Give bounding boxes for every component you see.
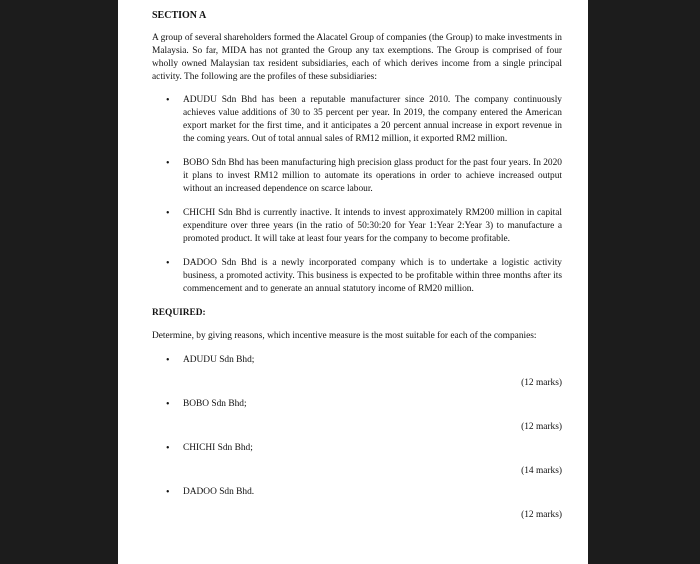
profile-item [152,207,562,246]
question-text: Determine, by giving reasons, which incentive measure is the most suitable for each of the companies: [152,331,537,341]
company-name: BOBO Sdn Bhd; [183,399,247,409]
profile-text: CHICHI Sdn Bhd is currently inactive. It intends to invest approximately RM200 million in capital expenditure over three years (in the ratio of 50:30:20 for Year 1:Year 2:Year 3) to manufacture a promoted product. It will take at least four years for the company to become profitable. [183,208,562,244]
bullet-icon: • [166,95,170,106]
company-name: CHICHI Sdn Bhd; [183,443,253,453]
bullet-icon: • [166,258,170,269]
profile-text: DADOO Sdn Bhd is a newly incorporated company which is to undertake a logistic activity business, a promoted activity. This business is expected to be profitable within three months after its commencement and to generate an annual statutory income of RM20 million. [183,258,562,294]
marks-label: (12 marks) [521,422,562,432]
bullet-icon: • [166,399,170,410]
intro-paragraph: A group of several shareholders formed the Alacatel Group of companies (the Group) to make investments in Malaysia. So far, MIDA has not granted the Group any tax exemptions. The Group is comprised of four wholly owned Malaysian tax resident subsidiaries, each of which derives income from a single principal activity. The following are the profiles of these subsidiaries: [152,33,562,82]
marks-label: (14 marks) [521,466,562,476]
question-part [152,442,562,486]
question-parts-list [152,354,562,530]
required-heading: REQUIRED: [152,308,206,318]
document-page [118,0,588,564]
profile-text: BOBO Sdn Bhd has been manufacturing high precision glass product for the past four years. In 2020 it plans to invest RM12 million to automate its operations in order to achieve increased output without an increased dependence on scarce labour. [183,158,562,194]
profile-item [152,94,562,146]
company-name: ADUDU Sdn Bhd; [183,355,255,365]
bullet-icon: • [166,355,170,366]
marks-label: (12 marks) [521,378,562,388]
company-name: DADOO Sdn Bhd. [183,487,255,497]
section-title: SECTION A [152,10,207,21]
bullet-icon: • [166,443,170,454]
profile-item [152,157,562,196]
subsidiary-profiles-list [152,94,562,296]
question-part [152,486,562,530]
question-part [152,398,562,442]
profile-text: ADUDU Sdn Bhd has been a reputable manufacturer since 2010. The company continuously achieves value additions of 30 to 35 percent per year. In 2019, the company entered the American export market for the first time, and it anticipates a 20 percent annual increase in export revenue in the coming years. Out of total annual sales of RM12 million, it exported RM2 million. [183,95,562,144]
bullet-icon: • [166,158,170,169]
page-content [152,9,562,530]
bullet-icon: • [166,208,170,219]
question-part [152,354,562,398]
bullet-icon: • [166,487,170,498]
marks-label: (12 marks) [521,510,562,520]
profile-item [152,257,562,296]
